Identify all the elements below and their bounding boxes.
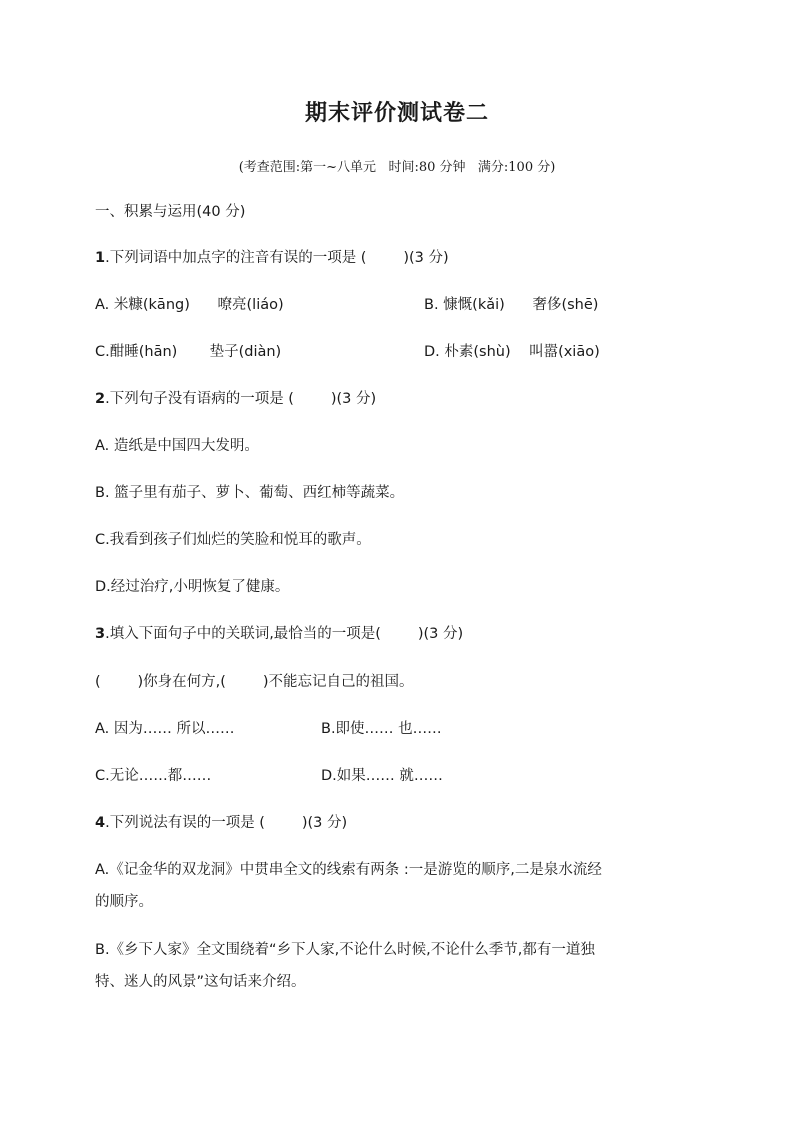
question-number: 4: [95, 815, 106, 831]
question-text: .填入下面句子中的关联词,最恰当的一项是( )(3 分): [105, 626, 464, 642]
question-3: [95, 624, 463, 644]
option-b: B. 篮子里有茄子、萝卜、葡萄、西红柿等蔬菜。: [95, 485, 405, 501]
option-a-line-1: A.《记金华的双龙洞》中贯串全文的线索有两条 :一是游览的顺序,二是泉水流经: [95, 862, 602, 878]
option-d: D.经过治疗,小明恢复了健康。: [95, 579, 290, 595]
question-number: 2: [95, 391, 106, 407]
question-number: 1: [95, 250, 106, 266]
option-c: C.无论……都……: [95, 768, 212, 784]
option-b-line-1: B.《乡下人家》全文围绕着“乡下人家,不论什么时候,不论什么季节,都有一道独: [95, 942, 595, 958]
question-1: [95, 248, 449, 268]
page-title: 期末评价测试卷二: [304, 100, 489, 126]
question-number: 3: [95, 626, 106, 642]
option-a: A. 米糠(kāng) 嘹亮(liáo): [95, 297, 284, 313]
fill-sentence: ( )你身在何方,( )不能忘记自己的祖国。: [95, 674, 414, 690]
option-d: D.如果…… 就……: [321, 768, 443, 784]
option-b: B.即使…… 也……: [321, 721, 442, 737]
exam-info: (考查范围:第一~八单元 时间:80 分钟 满分:100 分): [238, 160, 556, 175]
question-2: [95, 389, 376, 409]
question-text: .下列词语中加点字的注音有误的一项是 ( )(3 分): [105, 250, 449, 266]
option-a: A. 因为…… 所以……: [95, 721, 235, 737]
option-d: D. 朴素(shù) 叫嚣(xiāo): [424, 344, 600, 360]
question-text: .下列说法有误的一项是 ( )(3 分): [105, 815, 348, 831]
option-c: C.我看到孩子们灿烂的笑脸和悦耳的歌声。: [95, 532, 371, 548]
question-text: .下列句子没有语病的一项是 ( )(3 分): [105, 391, 377, 407]
option-a-line-2: 的顺序。: [95, 894, 153, 910]
option-b-line-2: 特、迷人的风景”这句话来介绍。: [95, 974, 306, 990]
question-4: [95, 813, 347, 833]
option-a: A. 造纸是中国四大发明。: [95, 438, 259, 454]
section-heading: 一、积累与运用(40 分): [95, 204, 246, 220]
option-c: C.酣睡(hān) 垫子(diàn): [95, 344, 282, 360]
option-b: B. 慷慨(kǎi) 奢侈(shē): [424, 297, 599, 313]
